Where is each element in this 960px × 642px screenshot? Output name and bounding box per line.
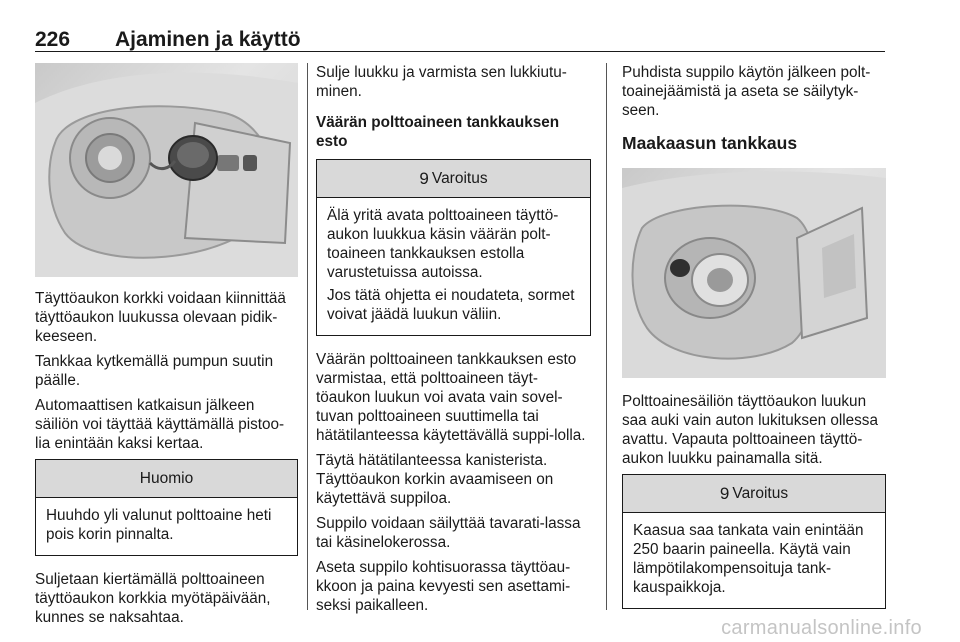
warning-icon: 9 [719, 483, 730, 503]
warning-box [316, 159, 591, 336]
warning-box [622, 474, 886, 609]
warning-icon: 9 [419, 168, 429, 188]
paragraph: Aseta suppilo kohtisuorassa täyttöau-kkoon ja paina kevyesti sen asettami-seksi paikalleen. [316, 559, 571, 614]
gas-filler-illustration [622, 168, 886, 378]
page-header [35, 28, 885, 52]
paragraph: Automaattisen katkaisun jälkeen säiliön voi täyttää käyttämällä pistoo-lia enintään kaksi kertaa. [35, 397, 285, 452]
warning-header [317, 160, 590, 198]
section-heading: Maakaasun tankkaus [622, 133, 798, 153]
chapter-title: Ajaminen ja käyttö [115, 28, 301, 51]
paragraph: Polttoainesäiliön täyttöaukon luukun saa auki vain auton lukituksen ollessa avattu. Vapauta polttoaineen täyttö-aukon luukku painamalla sitä. [622, 393, 878, 467]
paragraph: Väärän polttoaineen tankkauksen esto varmistaa, että polttoaineen täyt-töaukon luukun voi avata vain sovel-tuvan polttoaineen suuttimella tai hätätilanteessa käytettävällä suppi-lolla. [316, 351, 586, 444]
warning-title: Varoitus [732, 484, 789, 502]
column-2 [316, 63, 591, 621]
warning-header [623, 475, 885, 513]
column-divider [606, 63, 607, 610]
column-1 [35, 63, 298, 633]
page-number: 226 [35, 28, 71, 51]
subheading: Väärän polttoaineen tankkauksen esto [316, 114, 560, 150]
note-box [35, 459, 298, 556]
fuel-cap-illustration [35, 63, 298, 277]
paragraph: Täytä hätätilanteessa kanisterista. Täyttöaukon korkin avaamiseen on käytettävä suppiloa. [316, 452, 554, 507]
warning-text: Kaasua saa tankata vain enintään 250 baarin paineella. Käytä vain lämpötilakompensoituja tank-kauspaikkoja. [633, 522, 864, 596]
note-title: Huomio [36, 460, 297, 498]
paragraph: Täyttöaukon korkki voidaan kiinnittää täyttöaukon luukussa olevaan pidik-keeseen. [35, 290, 286, 345]
paragraph: Suppilo voidaan säilyttää tavarati-lassa tai käsinelokerossa. [316, 515, 581, 551]
warning-text: Älä yritä avata polttoaineen täyttö-aukon luukkua käsin väärän polt-toaineen tankkauksen estolla varustetuissa autoissa. [327, 207, 559, 281]
warning-text: Jos tätä ohjetta ei noudateta, sormet voivat jäädä luukun väliin. [327, 287, 575, 323]
paragraph: Tankkaa kytkemällä pumpun suutin päälle. [35, 353, 274, 389]
column-divider [307, 63, 308, 610]
paragraph: Sulje luukku ja varmista sen lukkiutu-minen. [316, 64, 567, 100]
header-rule [35, 51, 885, 52]
warning-title: Varoitus [431, 169, 488, 187]
paragraph: Puhdista suppilo käytön jälkeen polt-toainejäämistä ja aseta se säilytyk-seen. [622, 64, 871, 119]
note-text: Huuhdo yli valunut polttoaine heti pois korin pinnalta. [46, 507, 272, 543]
paragraph: Suljetaan kiertämällä polttoaineen täyttöaukon korkkia myötäpäivään, kunnes se naksahtaa. [35, 571, 271, 626]
watermark: carmanualsonline.info [721, 617, 922, 639]
column-3 [622, 63, 886, 623]
